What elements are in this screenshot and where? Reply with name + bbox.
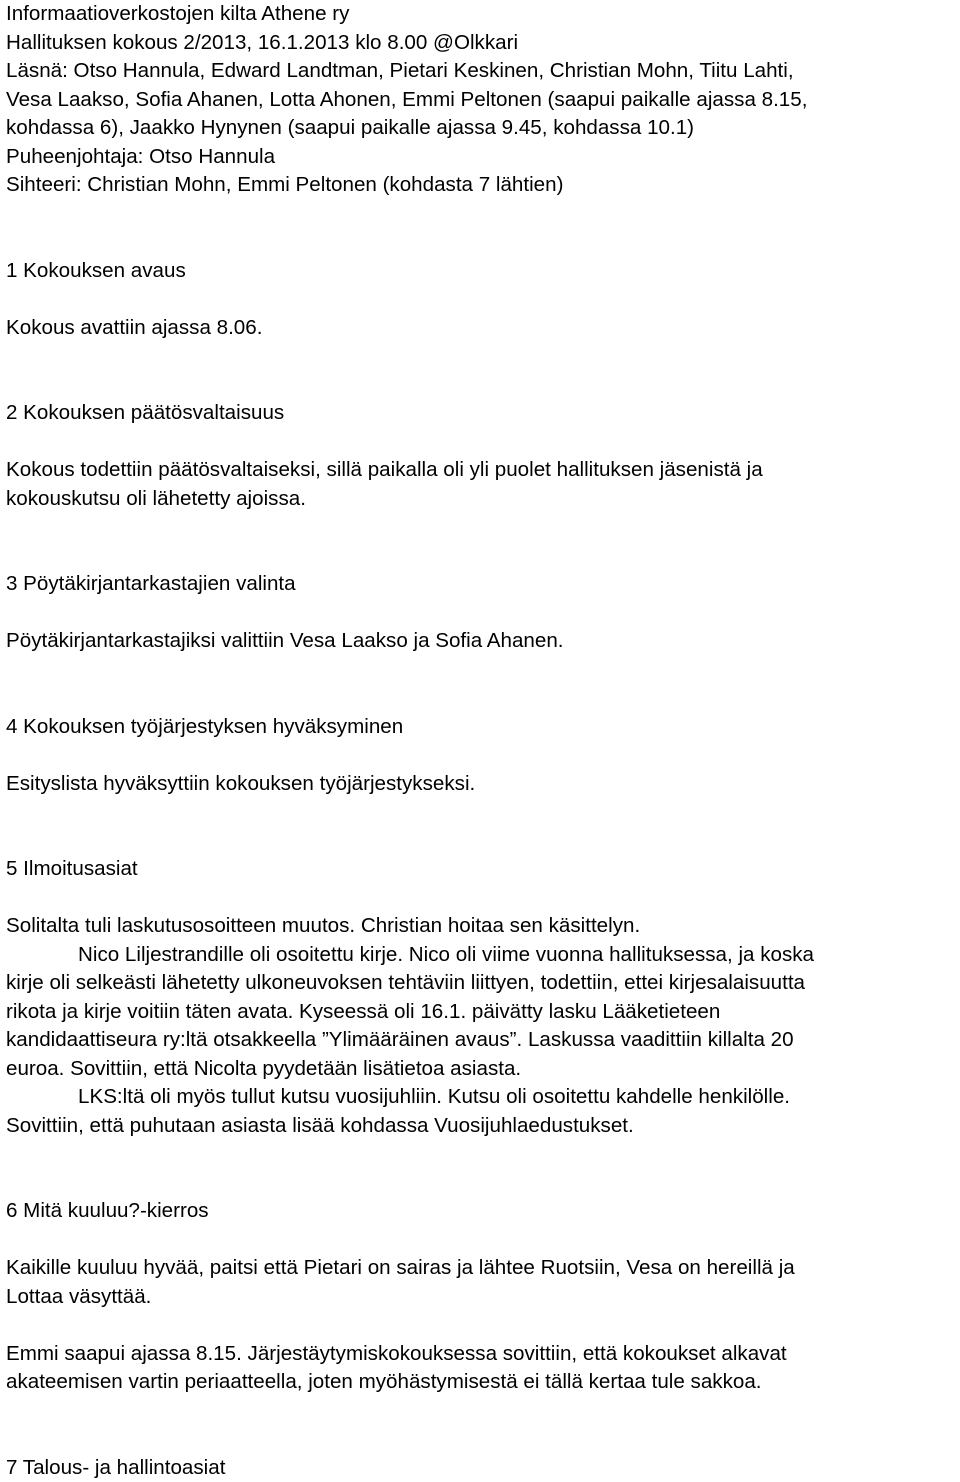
spacer bbox=[6, 1226, 956, 1255]
spacer bbox=[6, 342, 956, 399]
attendees-line: Läsnä: Otso Hannula, Edward Landtman, Pietari Keskinen, Christian Mohn, Tiitu Lahti, bbox=[6, 57, 956, 86]
section-text: euroa. Sovittiin, että Nicolta pyydetään lisätietoa asiasta. bbox=[6, 1055, 956, 1084]
section-text: akateemisen vartin periaatteella, joten myöhästymisestä ei tällä kertaa tule sakkoa. bbox=[6, 1368, 956, 1397]
section-text: Solitalta tuli laskutusosoitteen muutos. Christian hoitaa sen käsittelyn. bbox=[6, 912, 956, 941]
spacer bbox=[6, 656, 956, 713]
section-text: Kokous avattiin ajassa 8.06. bbox=[6, 314, 956, 343]
attendees-line: kohdassa 6), Jaakko Hynynen (saapui paikalle ajassa 9.45, kohdassa 10.1) bbox=[6, 114, 956, 143]
spacer bbox=[6, 884, 956, 913]
section-text: Kokous todettiin päätösvaltaiseksi, sillä paikalla oli yli puolet hallituksen jäsenistä ja bbox=[6, 456, 956, 485]
spacer bbox=[6, 1397, 956, 1454]
spacer bbox=[6, 741, 956, 770]
section-text: Lottaa väsyttää. bbox=[6, 1283, 956, 1312]
section-heading: 2 Kokouksen päätösvaltaisuus bbox=[6, 399, 956, 428]
chairperson: Puheenjohtaja: Otso Hannula bbox=[6, 143, 956, 172]
spacer bbox=[6, 200, 956, 257]
spacer bbox=[6, 798, 956, 855]
spacer bbox=[6, 513, 956, 570]
section-heading: 6 Mitä kuuluu?-kierros bbox=[6, 1197, 956, 1226]
section-text: LKS:ltä oli myös tullut kutsu vuosijuhliin. Kutsu oli osoitettu kahdelle henkilölle. bbox=[6, 1083, 956, 1112]
section-text: rikota ja kirje voitiin täten avata. Kyseessä oli 16.1. päivätty lasku Lääketieteen bbox=[6, 998, 956, 1027]
meeting-minutes-document bbox=[6, 0, 956, 1482]
organization-name: Informaatioverkostojen kilta Athene ry bbox=[6, 0, 956, 29]
section-text: kandidaattiseura ry:ltä otsakkeella ”Ylimääräinen avaus”. Laskussa vaadittiin killalta 20 bbox=[6, 1026, 956, 1055]
section-text: Kaikille kuuluu hyvää, paitsi että Pietari on sairas ja lähtee Ruotsiin, Vesa on hereillä ja bbox=[6, 1254, 956, 1283]
section-heading: 1 Kokouksen avaus bbox=[6, 257, 956, 286]
section-heading: 4 Kokouksen työjärjestyksen hyväksyminen bbox=[6, 713, 956, 742]
section-heading: 5 Ilmoitusasiat bbox=[6, 855, 956, 884]
section-heading: 3 Pöytäkirjantarkastajien valinta bbox=[6, 570, 956, 599]
section-text: Esityslista hyväksyttiin kokouksen työjärjestykseksi. bbox=[6, 770, 956, 799]
section-heading: 7 Talous- ja hallintoasiat bbox=[6, 1454, 956, 1482]
attendees-line: Vesa Laakso, Sofia Ahanen, Lotta Ahonen, Emmi Peltonen (saapui paikalle ajassa 8.15, bbox=[6, 86, 956, 115]
spacer bbox=[6, 1311, 956, 1340]
spacer bbox=[6, 599, 956, 628]
meeting-info: Hallituksen kokous 2/2013, 16.1.2013 klo 8.00 @Olkkari bbox=[6, 29, 956, 58]
section-text: Sovittiin, että puhutaan asiasta lisää kohdassa Vuosijuhlaedustukset. bbox=[6, 1112, 956, 1141]
section-text: Pöytäkirjantarkastajiksi valittiin Vesa Laakso ja Sofia Ahanen. bbox=[6, 627, 956, 656]
spacer bbox=[6, 428, 956, 457]
secretary: Sihteeri: Christian Mohn, Emmi Peltonen (kohdasta 7 lähtien) bbox=[6, 171, 956, 200]
spacer bbox=[6, 285, 956, 314]
section-text: Nico Liljestrandille oli osoitettu kirje. Nico oli viime vuonna hallituksessa, ja koska bbox=[6, 941, 956, 970]
section-text: Emmi saapui ajassa 8.15. Järjestäytymiskokouksessa sovittiin, että kokoukset alkavat bbox=[6, 1340, 956, 1369]
section-text: kokouskutsu oli lähetetty ajoissa. bbox=[6, 485, 956, 514]
section-text: kirje oli selkeästi lähetetty ulkoneuvoksen tehtäviin liittyen, todettiin, ettei kirjesalaisuutta bbox=[6, 969, 956, 998]
spacer bbox=[6, 1140, 956, 1197]
